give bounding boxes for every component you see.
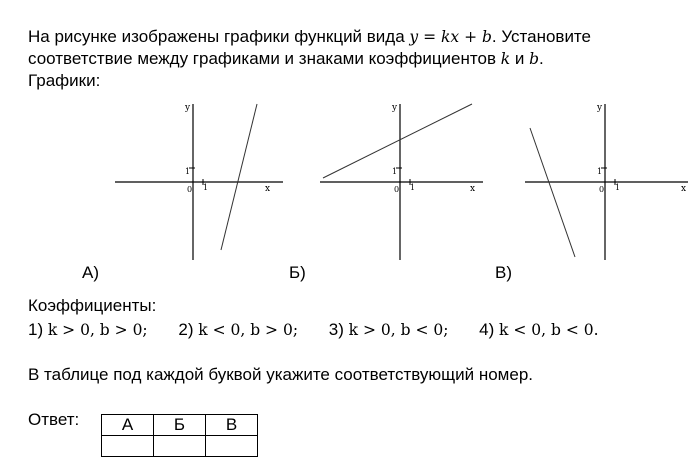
- answer-header-b: Б: [154, 415, 206, 436]
- function-line: [323, 104, 472, 178]
- graph-v-label: В): [495, 263, 512, 282]
- option-formula: k < 0, b > 0;: [198, 321, 299, 339]
- y-axis-label: y: [597, 103, 603, 113]
- origin-label: 0: [394, 185, 400, 194]
- graph-b-label: Б): [289, 263, 306, 282]
- graph-a: [115, 100, 285, 262]
- answer-header-a: А: [102, 415, 154, 436]
- option-3: [329, 320, 449, 340]
- graph-v: [525, 100, 690, 262]
- var-b: b: [529, 50, 539, 68]
- tick-x-label: 1: [615, 183, 621, 192]
- answer-label: Ответ:: [28, 410, 80, 429]
- option-number: 3): [328, 320, 344, 339]
- answer-value-row: [102, 436, 258, 457]
- option-formula: k < 0, b < 0.: [499, 321, 599, 339]
- x-axis-label: x: [265, 184, 271, 194]
- graphs-heading: Графики:: [28, 71, 101, 90]
- tick-y-label: 1: [185, 167, 191, 176]
- coefficients-title: Коэффициенты:: [28, 296, 157, 315]
- answer-header-v: В: [206, 415, 258, 436]
- option-number: 1): [28, 320, 44, 339]
- tick-x-label: 1: [203, 183, 209, 192]
- tick-y-label: 1: [597, 167, 603, 176]
- coefficient-options: [28, 320, 625, 340]
- conjunction: и: [510, 49, 530, 68]
- instruction-text: В таблице под каждой буквой укажите соответствующий номер.: [28, 365, 534, 384]
- task-text: соответствие между графиками и знаками коэффициентов: [28, 49, 501, 68]
- answer-table: [101, 414, 258, 457]
- y-axis-label: y: [392, 103, 398, 113]
- option-2: [178, 320, 298, 340]
- option-number: 4): [479, 320, 495, 339]
- option-formula: k > 0, b > 0;: [47, 321, 148, 339]
- y-axis-label: y: [185, 103, 191, 113]
- option-1: [28, 320, 148, 340]
- task-line-3: [28, 71, 100, 91]
- period: .: [539, 49, 544, 68]
- option-formula: k > 0, b < 0;: [348, 321, 449, 339]
- task-line-1: [28, 27, 591, 47]
- tick-y-label: 1: [392, 167, 398, 176]
- x-axis-label: x: [681, 184, 687, 194]
- tick-x-label: 1: [410, 183, 416, 192]
- answer-cell-v[interactable]: [206, 436, 258, 457]
- graph-b: [320, 100, 485, 262]
- answer-cell-a[interactable]: [102, 436, 154, 457]
- task-line-2: [28, 49, 544, 69]
- function-formula: y = kx + b: [409, 28, 492, 46]
- function-line: [221, 104, 257, 250]
- function-line: [530, 128, 575, 257]
- option-4: [479, 320, 598, 340]
- task-text-end: . Установите: [491, 27, 591, 46]
- answer-cell-b[interactable]: [154, 436, 206, 457]
- answer-header-row: [102, 415, 258, 436]
- var-k: k: [500, 50, 511, 68]
- x-axis-label: x: [470, 184, 476, 194]
- origin-label: 0: [187, 185, 193, 194]
- option-number: 2): [178, 320, 194, 339]
- task-text: На рисунке изображены графики функций вида: [28, 27, 410, 46]
- origin-label: 0: [599, 185, 605, 194]
- graph-a-label: А): [82, 263, 99, 282]
